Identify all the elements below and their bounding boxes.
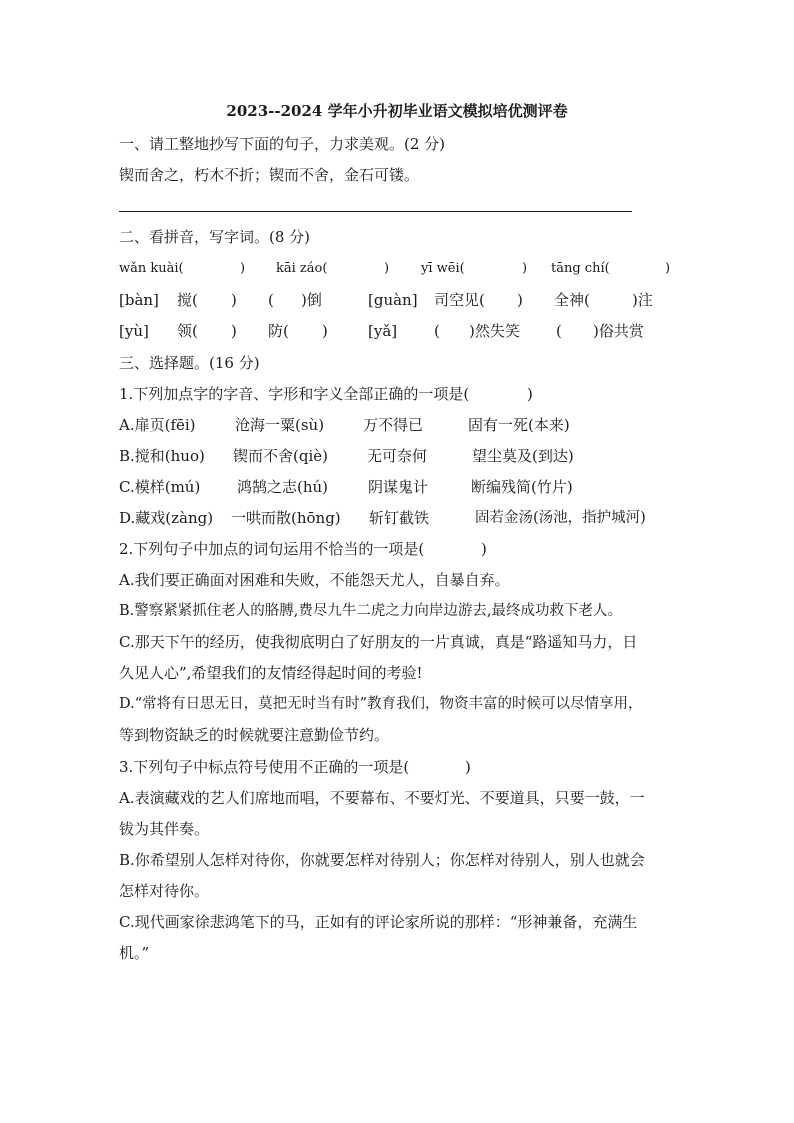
q3-option-line: A.表演藏戏的艺人们席地而唱，不要幕布、不要灯光、不要道具，只要一鼓，一 (119, 789, 645, 807)
q3-option-line: B.你希望别人怎样对待你，你就要怎样对待别人；你怎样对待别人，别人也就会 (119, 851, 645, 869)
option-b-4: 望尘莫及(到达) (472, 447, 574, 465)
word-blank: ) (322, 322, 328, 340)
question-stem: 3.下列句子中标点符号使用不正确的一项是( (119, 758, 410, 776)
word-blank: 领( (177, 322, 198, 340)
answer-blank-close: ) (527, 385, 533, 403)
option-d-3: 斩钉截铁 (369, 509, 430, 527)
option-a-3: 万不得已 (363, 416, 424, 434)
pinyin-item: yī wēi( (421, 261, 465, 276)
word-blank: ( (434, 322, 440, 340)
q2-option-line: C.那天下午的经历，使我彻底明白了好朋友的一片真诚，真是“路遥知马力，日 (119, 633, 638, 651)
pinyin-tag: [guàn] (368, 291, 418, 309)
word-blank: 搅( (177, 291, 198, 309)
option-a-2: 沧海一粟(sù) (235, 416, 325, 434)
question-stem: 1.下列加点字的字音、字形和字义全部正确的一项是( (119, 385, 470, 403)
pinyin-close: ) (522, 261, 528, 276)
word-blank: 防( (268, 322, 289, 340)
q2-option-line: B.警察紧紧抓住老人的胳膊,费尽九牛二虎之力向岸边游去,最终成功救下老人。 (119, 603, 622, 619)
word-blank: )然失笑 (469, 322, 520, 340)
q3-option-line: 怎样对待你。 (119, 882, 210, 900)
word-blank: 全神( (554, 291, 590, 309)
question-stem: 2.下列句子中加点的词句运用不恰当的一项是( (119, 540, 425, 558)
option-d-4: 固若金汤(汤池，指护城河) (475, 510, 646, 526)
option-c-1: C.模样(mú) (119, 478, 201, 496)
option-d-2: 一哄而散(hōng) (231, 509, 341, 527)
option-a-4: 固有一死(本来) (468, 416, 570, 434)
q2-option-line: D.“常将有日思无日，莫把无时当有时”教育我们，物资丰富的时候可以尽情享用， (119, 696, 643, 712)
copy-line (119, 211, 632, 212)
pinyin-close: ) (240, 261, 246, 276)
word-blank: ) (231, 322, 237, 340)
pinyin-item: wǎn kuài( (119, 261, 184, 276)
pinyin-close: ) (665, 261, 671, 276)
pinyin-tag: [yǎ] (368, 322, 398, 340)
word-blank: 司空见( (434, 291, 485, 309)
answer-blank-close: ) (465, 758, 471, 776)
section1-sentence: 锲而舍之，朽木不折；锲而不舍，金石可镂。 (119, 166, 420, 184)
option-c-2: 鸿鹄之志(hú) (237, 478, 329, 496)
answer-blank-close: ) (481, 540, 487, 558)
pinyin-item: kāi záo( (276, 261, 328, 276)
pinyin-item: tāng chí( (551, 261, 610, 276)
option-b-1: B.搅和(huo) (119, 447, 205, 465)
option-b-2: 锲而不舍(qiè) (233, 447, 328, 465)
word-blank: )注 (632, 291, 653, 309)
word-blank: ( (268, 291, 274, 309)
option-c-3: 阴谋鬼计 (368, 478, 429, 496)
q3-option-line: 钹为其伴奏。 (119, 820, 210, 838)
exam-title: 2023--2024 学年小升初毕业语文模拟培优测评卷 (226, 102, 568, 120)
pinyin-tag: [yù] (119, 322, 149, 340)
pinyin-close: ) (384, 261, 390, 276)
word-blank: ) (231, 291, 237, 309)
option-c-4: 断编残简(竹片) (471, 478, 573, 496)
q2-option-line: 久见人心”,希望我们的友情经得起时间的考验! (119, 664, 423, 682)
option-b-3: 无可奈何 (367, 447, 428, 465)
option-a-1: A.扉页(fēi) (119, 416, 196, 434)
q2-option-line: 等到物资缺乏的时候就要注意勤俭节约。 (119, 726, 390, 744)
pinyin-tag: [bàn] (119, 291, 159, 309)
word-blank: ( (556, 322, 562, 340)
q3-option-line: 机。” (119, 944, 150, 962)
q2-option-line: A.我们要正确面对困难和失败，不能怨天尤人，自暴自弃。 (119, 571, 510, 589)
word-blank: )倒 (301, 291, 322, 309)
section3-heading: 三、选择题。(16 分) (119, 354, 260, 372)
option-d-1: D.藏戏(zàng) (119, 509, 214, 527)
word-blank: ) (517, 291, 523, 309)
section2-heading: 二、看拼音，写字词。(8 分) (119, 228, 311, 246)
section1-heading: 一、请工整地抄写下面的句子，力求美观。(2 分) (119, 135, 446, 153)
word-blank: )俗共赏 (593, 322, 644, 340)
q3-option-line: C.现代画家徐悲鸿笔下的马，正如有的评论家所说的那样：“形神兼备，充满生 (119, 913, 638, 931)
